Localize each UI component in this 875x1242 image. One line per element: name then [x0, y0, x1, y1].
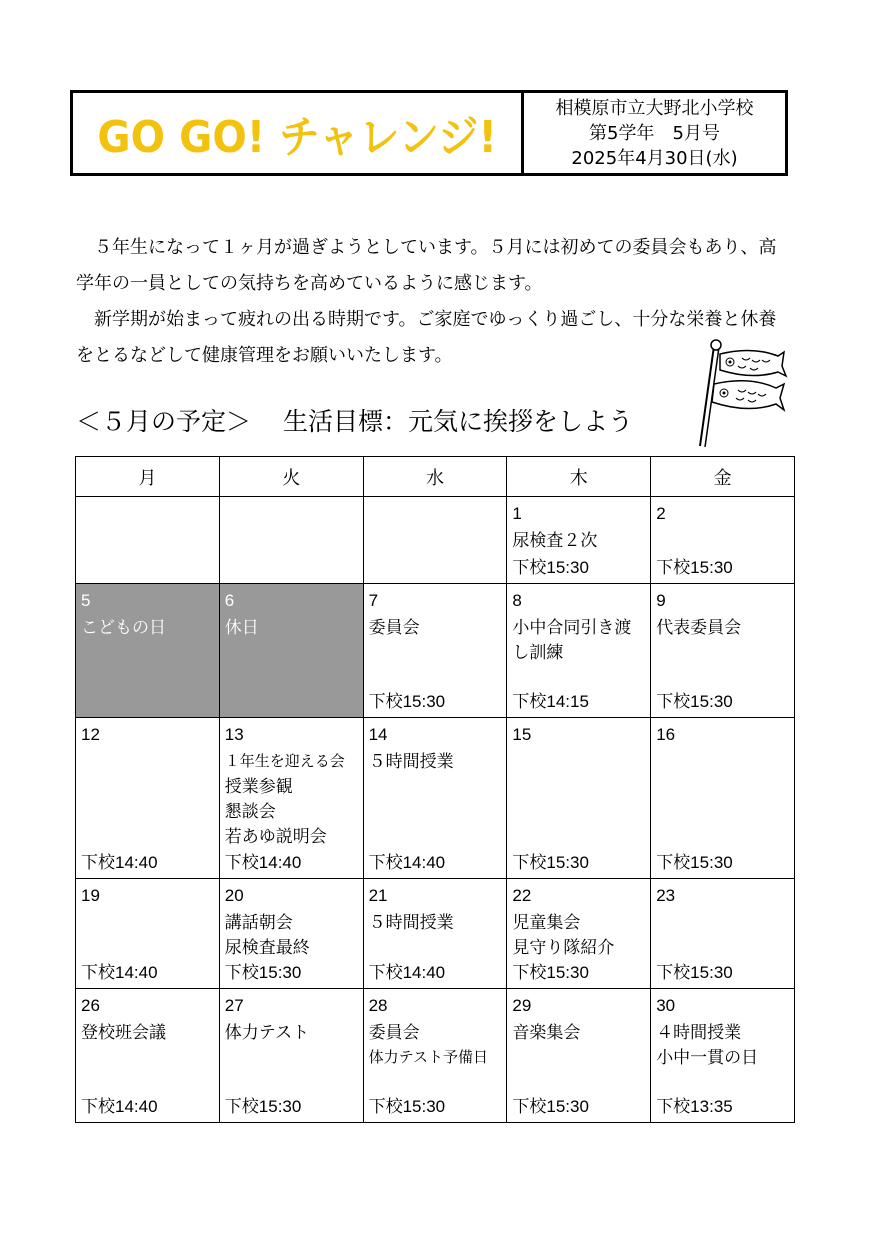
day-events — [656, 615, 792, 640]
day-header-wed: 水 — [363, 457, 507, 497]
day-number: 27 — [224, 996, 244, 1015]
dismissal-time: 下校15:30 — [512, 963, 589, 982]
calendar-week-row — [76, 718, 795, 879]
day-number: 5 — [81, 591, 91, 610]
day-events — [369, 615, 505, 640]
event-item: 体力テスト — [224, 1023, 310, 1042]
event-item: 小中合同引き渡 — [512, 618, 632, 637]
dismissal-time: 下校15:30 — [512, 1097, 589, 1116]
calendar-day-cell — [507, 718, 651, 879]
day-events — [225, 615, 361, 640]
dismissal-time: 下校15:30 — [512, 853, 589, 872]
event-item: 休日 — [224, 618, 259, 637]
day-events — [369, 910, 505, 935]
calendar-day-cell — [219, 584, 363, 718]
day-events — [369, 749, 505, 774]
event-item: 委員会 — [368, 1023, 420, 1042]
event-item: １年生を迎える会 — [224, 753, 345, 770]
event-item: 代表委員会 — [656, 618, 742, 637]
calendar-day-cell — [651, 584, 795, 718]
event-item: 登校班会議 — [81, 1023, 166, 1042]
calendar-day-cell — [219, 497, 363, 584]
dismissal-time: 下校13:35 — [656, 1097, 733, 1116]
day-header-fri: 金 — [651, 457, 795, 497]
event-item: 音楽集会 — [512, 1023, 581, 1042]
calendar-day-cell — [507, 497, 651, 584]
dismissal-time: 下校14:40 — [81, 853, 158, 872]
day-number: 30 — [656, 996, 676, 1015]
calendar-day-cell — [507, 879, 651, 989]
calendar-day-cell — [219, 989, 363, 1123]
title-cell — [73, 93, 524, 173]
day-number: 16 — [656, 725, 676, 744]
day-number: 12 — [81, 725, 100, 744]
schedule-heading — [76, 402, 633, 438]
event-item: 児童集会 — [512, 913, 581, 932]
calendar-day-cell — [651, 718, 795, 879]
day-number: 8 — [512, 591, 522, 610]
day-number: 15 — [512, 725, 532, 744]
event-item: 若あゆ説明会 — [224, 827, 327, 846]
event-item: こどもの日 — [81, 618, 166, 637]
event-item: 委員会 — [368, 618, 420, 637]
day-events — [225, 910, 361, 960]
calendar-day-cell — [363, 497, 507, 584]
calendar-day-cell — [363, 584, 507, 718]
calendar-week-row — [76, 584, 795, 718]
day-header-tue: 火 — [219, 457, 363, 497]
dismissal-time: 下校14:40 — [368, 853, 446, 872]
calendar-week-row — [76, 497, 795, 584]
calendar-day-cell — [507, 584, 651, 718]
dismissal-time: 下校14:40 — [224, 853, 302, 872]
calendar-day-cell — [76, 718, 220, 879]
day-number: 20 — [224, 886, 244, 905]
issue-label: 第5学年 5月号 — [589, 122, 720, 144]
may-calendar — [75, 456, 795, 1123]
dismissal-time: 下校14:40 — [81, 963, 158, 982]
calendar-day-cell — [219, 879, 363, 989]
dismissal-time: 下校15:30 — [368, 1097, 446, 1116]
day-events — [225, 749, 361, 849]
calendar-day-cell — [76, 879, 220, 989]
event-item: 小中一貫の日 — [656, 1048, 759, 1067]
day-number: 22 — [512, 886, 532, 905]
day-number: 1 — [512, 504, 522, 523]
intro-text — [76, 230, 788, 374]
event-item: 体力テスト予備日 — [368, 1049, 488, 1066]
event-item: 講話朝会 — [224, 913, 293, 932]
event-item: ５時間授業 — [368, 913, 454, 932]
newsletter-header — [70, 90, 788, 176]
day-number: 7 — [368, 591, 379, 610]
day-number: 9 — [656, 591, 666, 610]
day-number: 29 — [512, 996, 532, 1015]
event-item: 見守り隊紹介 — [512, 938, 615, 957]
dismissal-time: 下校15:30 — [224, 963, 302, 982]
day-number: 6 — [224, 591, 235, 610]
newsletter-title: GO GO! チャレンジ! — [97, 112, 497, 163]
dismissal-time: 下校15:30 — [656, 963, 733, 982]
day-events — [225, 1020, 361, 1045]
day-header-mon: 月 — [76, 457, 220, 497]
monthly-goal: 生活目標：元気に挨拶をしよう — [283, 407, 634, 436]
school-name: 相模原市立大野北小学校 — [555, 97, 754, 119]
dismissal-time: 下校14:15 — [512, 692, 589, 711]
day-events — [656, 1020, 792, 1070]
issue-date: 2025年4月30日(水) — [571, 147, 738, 169]
dismissal-time: 下校14:40 — [368, 963, 446, 982]
day-number: 19 — [81, 886, 100, 905]
intro-paragraph-2: 新学期が始まって疲れの出る時期です。ご家庭でゆっくり過ごし、十分な栄養と休養をとるなどして健康管理をお願いいたします。 — [76, 309, 777, 366]
calendar-week-row — [76, 879, 795, 989]
day-number: 13 — [224, 725, 244, 744]
issue-info — [524, 93, 785, 173]
dismissal-time: 下校14:40 — [81, 1097, 158, 1116]
day-events — [512, 615, 648, 665]
dismissal-time: 下校15:30 — [224, 1097, 302, 1116]
day-events — [369, 1020, 505, 1070]
calendar-day-cell — [363, 879, 507, 989]
event-item: し訓練 — [512, 643, 564, 662]
event-item: 懇談会 — [224, 802, 276, 821]
calendar-day-cell — [651, 989, 795, 1123]
day-number: 21 — [368, 886, 388, 905]
day-header-thu: 木 — [507, 457, 651, 497]
day-events — [512, 910, 648, 960]
dismissal-time: 下校15:30 — [656, 853, 733, 872]
day-events — [81, 1020, 217, 1045]
calendar-week-row — [76, 989, 795, 1123]
calendar-day-cell — [76, 497, 220, 584]
calendar-day-cell — [651, 497, 795, 584]
day-number: 23 — [656, 886, 676, 905]
calendar-day-cell — [76, 989, 220, 1123]
event-item: 授業参観 — [224, 777, 293, 796]
day-number: 2 — [656, 504, 666, 523]
koinobori-illustration — [694, 338, 794, 450]
dismissal-time: 下校15:30 — [512, 558, 589, 577]
calendar-day-cell — [507, 989, 651, 1123]
day-events — [512, 1020, 648, 1045]
day-events — [512, 528, 648, 553]
event-item: ４時間授業 — [656, 1023, 742, 1042]
intro-paragraph-1: ５年生になって１ヶ月が過ぎようとしています。５月には初めての委員会もあり、高学年の一員としての気持ちを高めているように感じます。 — [76, 237, 777, 294]
calendar-day-cell — [363, 989, 507, 1123]
day-number: 28 — [368, 996, 388, 1015]
dismissal-time: 下校15:30 — [656, 558, 733, 577]
day-number: 26 — [81, 996, 100, 1015]
calendar-day-cell — [76, 584, 220, 718]
day-number: 14 — [368, 725, 388, 744]
calendar-header-row — [76, 457, 795, 497]
schedule-title: ＜５月の予定＞ — [76, 407, 252, 436]
calendar-day-cell — [219, 718, 363, 879]
event-item: 尿検査最終 — [224, 938, 310, 957]
event-item: 尿検査２次 — [512, 531, 598, 550]
calendar-day-cell — [651, 879, 795, 989]
calendar-day-cell — [363, 718, 507, 879]
dismissal-time: 下校15:30 — [368, 692, 446, 711]
day-events — [81, 615, 217, 640]
event-item: ５時間授業 — [368, 752, 454, 771]
dismissal-time: 下校15:30 — [656, 692, 733, 711]
